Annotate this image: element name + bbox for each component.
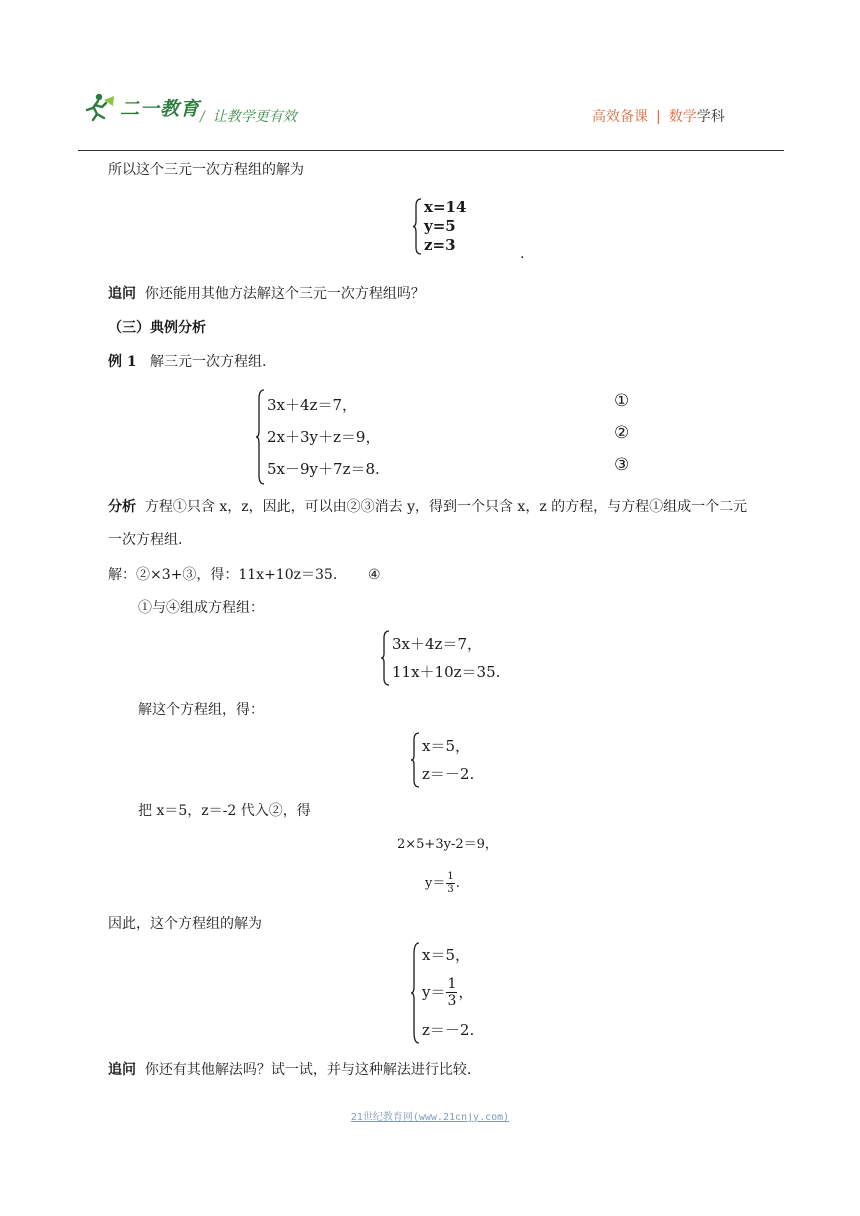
solution1-period: . xyxy=(520,246,525,262)
brace-icon xyxy=(412,198,422,255)
followup1-label: 追问 xyxy=(108,286,136,302)
followup-1 xyxy=(108,284,425,304)
slogan-slash-icon: / xyxy=(200,109,205,125)
brace-icon xyxy=(255,389,265,485)
system2-eq-1: 3x＋4z＝7， xyxy=(392,635,482,653)
example-1 xyxy=(108,352,266,372)
followup-2 xyxy=(108,1060,471,1080)
header-subject xyxy=(592,106,725,126)
final-y-numerator: 1 xyxy=(447,975,457,992)
header-separator: | xyxy=(656,109,661,125)
y-fraction-numerator: 1 xyxy=(447,871,454,882)
substitution-equation: 2×5+3y-2＝9， xyxy=(397,837,498,852)
system-eq-2: 2x＋3y＋z＝9， xyxy=(267,428,381,446)
final-y-end: ， xyxy=(458,983,474,1001)
runner-logo-icon xyxy=(82,92,116,122)
intro-text: 所以这个三元一次方程组的解为 xyxy=(108,162,304,178)
solution1-y: y=5 xyxy=(424,217,456,235)
logo-text: 二一教育 xyxy=(120,97,201,120)
y-value xyxy=(425,872,460,895)
final-z: z＝－2. xyxy=(422,1021,475,1039)
example-text: 解三元一次方程组. xyxy=(149,354,267,370)
y-fraction-denominator: 3 xyxy=(447,884,454,895)
step-1: 解：②×3+③，得：11x+10z＝35. xyxy=(108,567,338,583)
step-3: 解这个方程组，得： xyxy=(138,702,264,718)
equation-system-2 xyxy=(380,630,500,686)
final-y xyxy=(422,968,474,1016)
example-label: 例 1 xyxy=(108,354,137,370)
final-x: x＝5， xyxy=(422,946,471,964)
final-solution xyxy=(410,942,474,1044)
system-eq-3: 5x－9y＋7z＝8. xyxy=(267,460,380,478)
step-4: 把 x＝5，z＝-2 代入②，得 xyxy=(138,803,311,819)
header-right-main: 高效备课 xyxy=(592,109,648,125)
final-y-denominator: 3 xyxy=(447,992,457,1009)
brace-icon xyxy=(410,732,420,788)
slogan xyxy=(200,106,297,126)
brace-icon xyxy=(410,942,420,1044)
y-value-left: y＝ xyxy=(425,876,446,891)
followup1-text: 你还能用其他方法解这个三元一次方程组吗？ xyxy=(144,286,425,302)
system-eq-1: 3x＋4z＝7， xyxy=(267,396,357,414)
final-y-left: y＝ xyxy=(422,983,446,1001)
logo xyxy=(82,92,200,122)
analysis-line-1 xyxy=(108,497,747,517)
system3-eq-1: x＝5， xyxy=(422,737,471,755)
header-divider xyxy=(78,150,784,151)
system3-eq-2: z＝－2. xyxy=(422,765,475,783)
equation-number-1: ① xyxy=(614,391,630,411)
solution1-z: z=3 xyxy=(424,236,456,254)
analysis-line-2: 一次方程组. xyxy=(108,532,183,548)
step1-number: ④ xyxy=(368,567,381,583)
followup2-label: 追问 xyxy=(108,1062,136,1078)
header-subject-b: 学科 xyxy=(696,109,725,125)
header-subject-a: 数学 xyxy=(668,109,697,125)
equation-system xyxy=(255,389,380,485)
footer-link[interactable]: 21世纪教育网(www.21cnjy.com) xyxy=(350,1112,510,1123)
system2-eq-2: 11x＋10z＝35. xyxy=(392,663,501,681)
y-fraction xyxy=(446,872,454,895)
solution-system-1 xyxy=(412,198,466,255)
final-y-fraction xyxy=(446,977,457,1008)
slogan-text: 让教学更有效 xyxy=(212,109,297,125)
section-title: （三）典例分析 xyxy=(108,320,206,336)
footer xyxy=(0,1108,860,1123)
analysis-label: 分析 xyxy=(108,499,136,515)
conclusion-text: 因此，这个方程组的解为 xyxy=(108,916,262,932)
solution1-x: x=14 xyxy=(424,198,467,216)
equation-system-3 xyxy=(410,732,474,788)
y-value-end: . xyxy=(455,876,460,891)
followup2-text: 你还有其他解法吗？试一试，并与这种解法进行比较. xyxy=(144,1062,472,1078)
brace-icon xyxy=(380,630,390,686)
equation-number-3: ③ xyxy=(614,455,630,475)
analysis-text-1: 方程①只含 x，z，因此，可以由②③消去 y，得到一个只含 x，z 的方程，与方程①组成一个二元 xyxy=(144,499,748,515)
equation-number-2: ② xyxy=(614,423,630,443)
step-2: ①与④组成方程组： xyxy=(138,600,264,616)
